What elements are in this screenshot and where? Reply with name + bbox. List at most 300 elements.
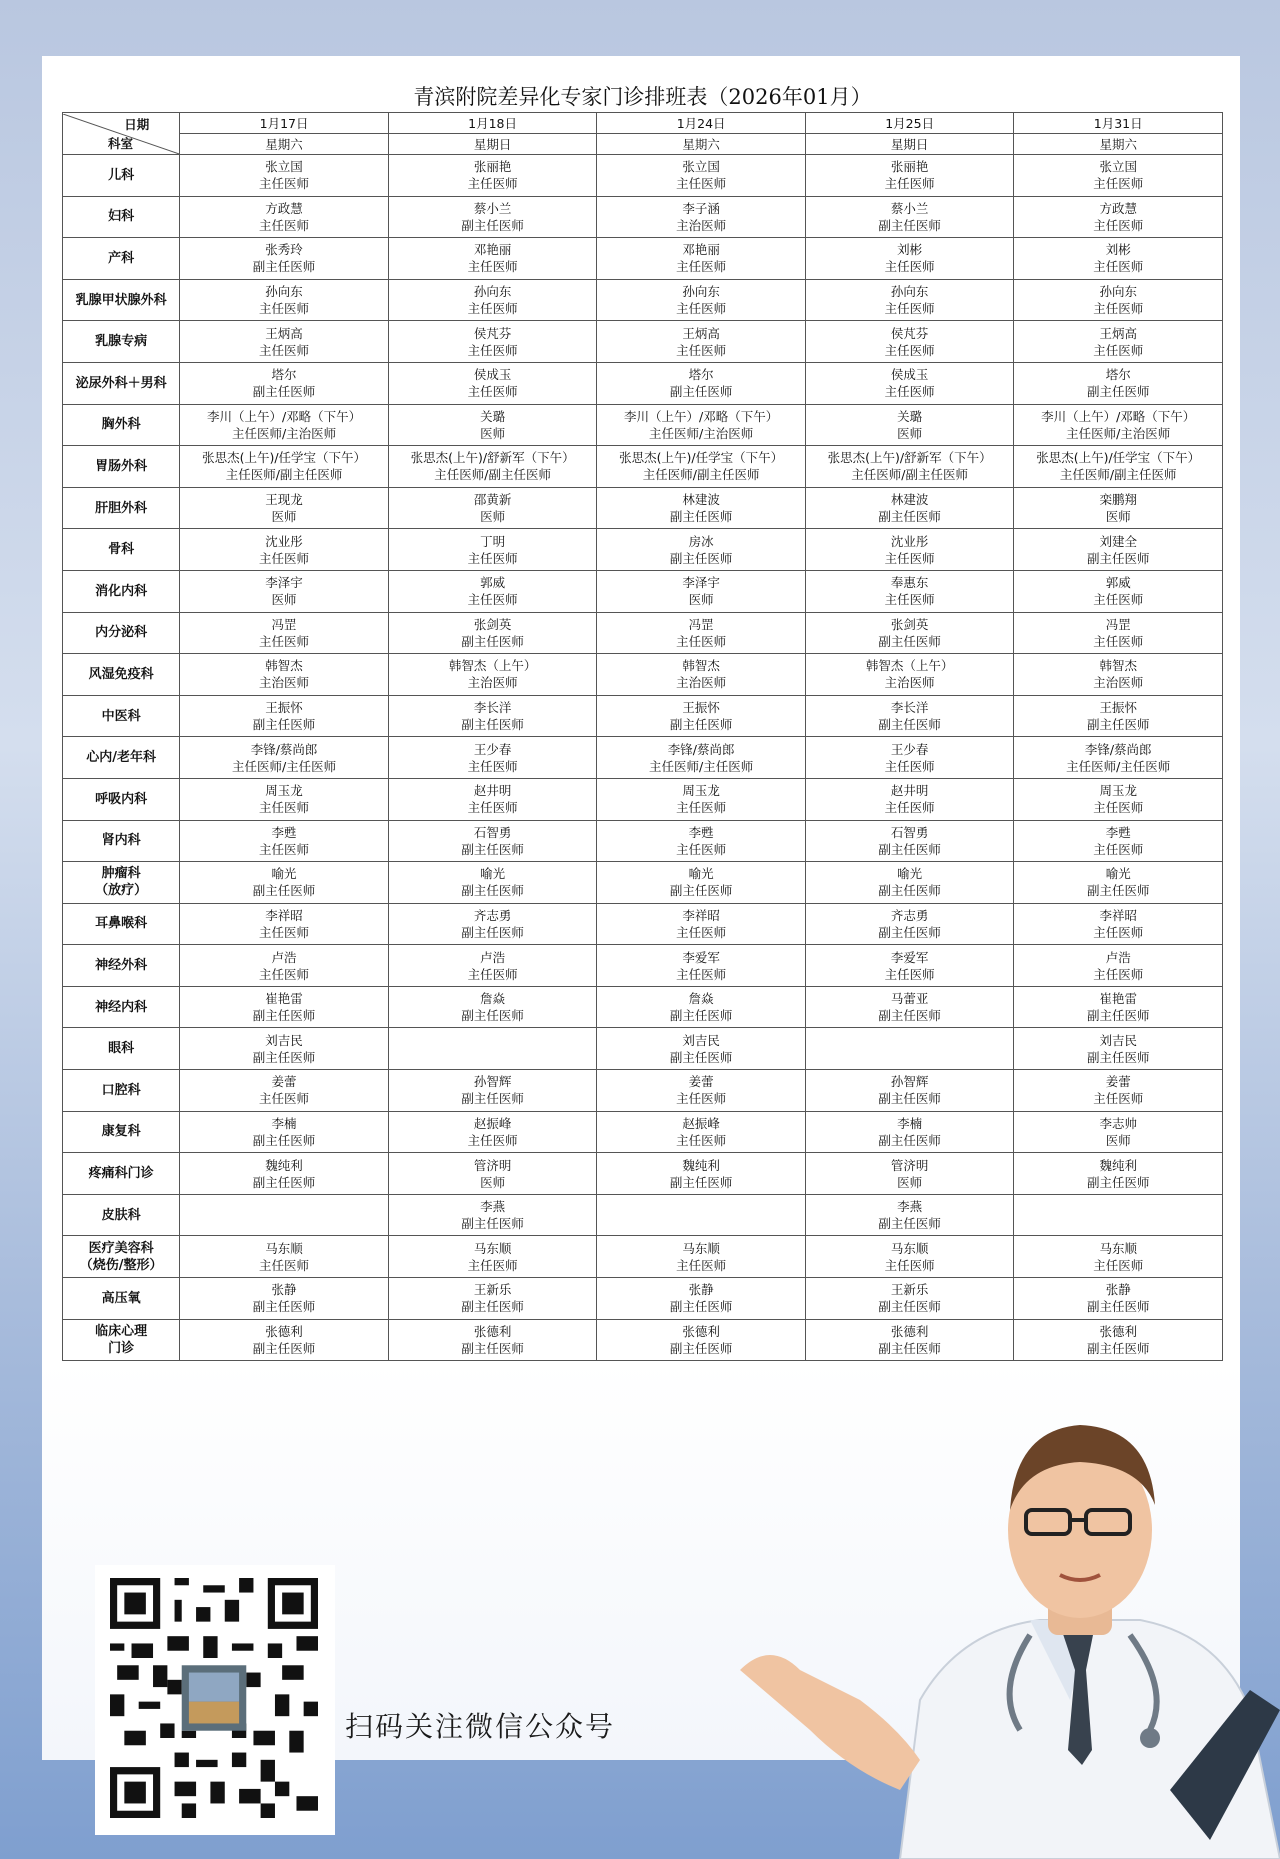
doctor-name: 李爱军 (890, 949, 929, 965)
doctor-title: 副主任医师 (461, 1091, 524, 1107)
doctor-title: 副主任医师 (669, 1299, 733, 1315)
schedule-cell (1014, 529, 1223, 571)
doctor-name: 王新乐 (473, 1282, 512, 1298)
schedule-cell (805, 362, 1014, 404)
doctor-name: 张秀玲 (265, 242, 303, 258)
doctor-name: 李楠 (271, 1115, 297, 1131)
doctor-title: 医师 (480, 425, 506, 441)
dept-label: （烧伤/整形） (79, 1257, 163, 1273)
dept-cell (63, 1236, 180, 1278)
doctor-title: 副主任医师 (669, 717, 733, 733)
doctor-name: 李锋/蔡尚郎 (1084, 741, 1152, 757)
schedule-cell (1014, 1236, 1223, 1278)
doctor-title: 副主任医师 (461, 717, 524, 733)
doctor-name: 栾鹏翔 (1099, 492, 1137, 508)
doctor-name: 姜蕾 (271, 1074, 297, 1090)
schedule-cell (180, 654, 389, 696)
doctor-name: 刘彬 (1105, 242, 1131, 258)
schedule-cell (805, 238, 1014, 280)
doctor-title: 主任医师 (1093, 800, 1144, 816)
doctor-name: 马东顺 (682, 1240, 720, 1256)
doctor-name: 喻光 (1105, 866, 1131, 882)
doctor-name: 马东顺 (265, 1240, 303, 1256)
doctor-name: 孙向东 (473, 284, 512, 300)
doctor-name: 张德利 (682, 1323, 720, 1339)
schedule-cell (388, 404, 597, 446)
schedule-cell (180, 404, 389, 446)
doctor-title: 主任医师 (259, 800, 310, 816)
doctor-title: 医师 (897, 425, 923, 441)
doctor-name: 张立国 (1099, 159, 1137, 175)
doctor-title: 主任医师 (676, 1257, 727, 1273)
schedule-cell (1014, 695, 1223, 737)
table-row (63, 1319, 1223, 1361)
doctor-name: 石智勇 (890, 824, 929, 840)
schedule-cell (805, 404, 1014, 446)
table-row (63, 903, 1223, 945)
schedule-cell (1014, 362, 1223, 404)
doctor-title: 主任医师 (676, 800, 727, 816)
schedule-cell (805, 155, 1014, 197)
date-header: 1月18日 (388, 113, 597, 134)
doctor-name: 王振怀 (1099, 700, 1137, 716)
dept-cell (63, 1111, 180, 1153)
doctor-title: 副主任医师 (252, 1132, 316, 1148)
doctor-name: 邓艳丽 (473, 242, 512, 258)
doctor-illustration (730, 1370, 1280, 1859)
table-row (63, 695, 1223, 737)
schedule-cell (180, 279, 389, 321)
schedule-cell (597, 778, 806, 820)
schedule-cell (388, 1153, 597, 1195)
doctor-title: 主治医师 (1093, 675, 1144, 691)
doctor-title: 副主任医师 (461, 1299, 524, 1315)
doctor-title: 主任医师 (676, 633, 727, 649)
dept-label: 中医科 (101, 708, 141, 724)
dept-cell (63, 1153, 180, 1195)
doctor-title: 主任医师/主治医师 (231, 425, 337, 441)
schedule-cell (597, 155, 806, 197)
table-row (63, 1111, 1223, 1153)
schedule-cell (180, 238, 389, 280)
doctor-title: 主治医师 (259, 675, 310, 691)
doctor-name: 张丽艳 (890, 159, 929, 175)
doctor-title: 副主任医师 (252, 717, 316, 733)
doctor-name: 侯成玉 (473, 367, 512, 383)
doctor-name: 詹焱 (480, 991, 506, 1007)
doctor-title: 医师 (688, 592, 714, 608)
doctor-name: 喻光 (897, 866, 923, 882)
table-row (63, 446, 1223, 488)
date-header: 1月25日 (805, 113, 1014, 134)
schedule-cell (597, 196, 806, 238)
doctor-title: 主治医师 (676, 217, 727, 233)
dept-cell (63, 1070, 180, 1112)
doctor-title: 主任医师 (259, 841, 310, 857)
doctor-name: 周玉龙 (1099, 783, 1137, 799)
doctor-title: 主任医师 (676, 342, 727, 358)
schedule-cell (388, 1111, 597, 1153)
doctor-title: 副主任医师 (878, 1091, 941, 1107)
doctor-name: 石智勇 (473, 824, 512, 840)
doctor-name: 孙向东 (890, 284, 929, 300)
doctor-name: 李甦 (1105, 824, 1131, 840)
doctor-title: 主任医师 (884, 966, 935, 982)
doctor-name: 刘建全 (1099, 533, 1137, 549)
schedule-cell (597, 903, 806, 945)
doctor-title: 副主任医师 (252, 1008, 316, 1024)
schedule-cell (597, 612, 806, 654)
doctor-name: 王现龙 (265, 492, 303, 508)
table-row (63, 487, 1223, 529)
doctor-title: 副主任医师 (461, 217, 524, 233)
doctor-name: 孙向东 (682, 284, 720, 300)
doctor-title: 副主任医师 (669, 384, 733, 400)
doctor-title: 主任医师 (884, 301, 935, 317)
schedule-cell (597, 1319, 806, 1361)
doctor-name: 方政慧 (265, 200, 303, 216)
doctor-title: 主任医师 (467, 1257, 518, 1273)
doctor-title: 主任医师/副主任医师 (225, 467, 343, 483)
doctor-name: 张剑英 (890, 616, 929, 632)
dept-label: 口腔科 (101, 1082, 141, 1098)
schedule-cell (388, 238, 597, 280)
doctor-title: 主任医师 (884, 800, 935, 816)
doctor-name: 王新乐 (890, 1282, 929, 1298)
doctor-title: 副主任医师 (252, 384, 316, 400)
table-row (63, 529, 1223, 571)
doctor-name: 张德利 (890, 1323, 929, 1339)
doctor-title: 主任医师 (259, 924, 310, 940)
schedule-cell (388, 820, 597, 862)
doctor-title: 主任医师 (467, 1132, 518, 1148)
doctor-name: 赵振峰 (682, 1115, 720, 1131)
schedule-cell (180, 820, 389, 862)
schedule-cell (388, 612, 597, 654)
schedule-cell (805, 529, 1014, 571)
doctor-name: 赵井明 (890, 783, 929, 799)
doctor-title: 副主任医师 (1086, 384, 1150, 400)
dept-label: 肿瘤科 (101, 866, 141, 882)
doctor-name: 关璐 (480, 408, 506, 424)
schedule-cell (805, 487, 1014, 529)
dept-cell (63, 362, 180, 404)
doctor-title: 副主任医师 (878, 1132, 941, 1148)
dept-cell (63, 612, 180, 654)
schedule-cell (597, 945, 806, 987)
doctor-title: 主任医师 (676, 176, 727, 192)
schedule-cell (1014, 321, 1223, 363)
doctor-name: 周玉龙 (682, 783, 720, 799)
doctor-name: 李子涵 (682, 200, 720, 216)
doctor-name: 魏纯利 (265, 1157, 303, 1173)
table-row (63, 1028, 1223, 1070)
doctor-name: 卢浩 (1105, 949, 1131, 965)
doctor-title: 副主任医师 (461, 1216, 524, 1232)
schedule-cell (180, 862, 389, 904)
schedule-cell (388, 155, 597, 197)
doctor-title: 主任医师 (467, 592, 518, 608)
doctor-name: 郭威 (1105, 575, 1131, 591)
doctor-title: 副主任医师 (1086, 717, 1150, 733)
doctor-name: 韩智杰 (1099, 658, 1137, 674)
schedule-cell (1014, 404, 1223, 446)
dept-cell (63, 1319, 180, 1361)
doctor-title: 主任医师 (884, 384, 935, 400)
dept-label: 乳腺专病 (95, 334, 148, 350)
doctor-name: 崔艳雷 (1099, 991, 1137, 1007)
schedule-cell (805, 279, 1014, 321)
weekday-header: 星期六 (1014, 134, 1223, 155)
date-header-row (63, 113, 1223, 134)
doctor-title: 副主任医师 (669, 883, 733, 899)
doctor-name: 李爱军 (682, 949, 720, 965)
dept-label: 医疗美容科 (88, 1240, 154, 1256)
doctor-title: 主任医师 (467, 176, 518, 192)
schedule-cell (805, 862, 1014, 904)
dept-label: 胃肠外科 (95, 458, 148, 474)
doctor-name: 马东顺 (1099, 1240, 1137, 1256)
doctor-title: 副主任医师 (669, 550, 733, 566)
doctor-name: 李川（上午）/邓略（下午） (1041, 408, 1196, 424)
page-title: 青滨附院差异化专家门诊排班表（2026年01月） (413, 85, 872, 109)
schedule-cell (805, 903, 1014, 945)
dept-cell (63, 446, 180, 488)
schedule-cell (597, 820, 806, 862)
doctor-title: 主任医师 (884, 342, 935, 358)
doctor-title: 主任医师 (676, 841, 727, 857)
weekday-header-row (63, 134, 1223, 155)
schedule-cell (180, 1194, 389, 1236)
doctor-name: 孙智辉 (890, 1074, 929, 1090)
doctor-title: 副主任医师 (878, 1299, 941, 1315)
doctor-name: 刘吉民 (1099, 1032, 1137, 1048)
schedule-cell (597, 737, 806, 779)
date-header: 1月24日 (597, 113, 806, 134)
doctor-name: 冯罡 (688, 616, 714, 632)
doctor-name: 王少春 (473, 741, 512, 757)
dept-cell (63, 238, 180, 280)
schedule-cell (805, 778, 1014, 820)
dept-label: 皮肤科 (101, 1207, 141, 1223)
qr-label: 扫码关注微信公众号 (345, 1710, 616, 1743)
doctor-title: 副主任医师 (669, 509, 733, 525)
schedule-cell (180, 1278, 389, 1320)
doctor-title: 主任医师 (1093, 592, 1144, 608)
doctor-name: 孙智辉 (473, 1074, 512, 1090)
schedule-cell (805, 612, 1014, 654)
doctor-name: 丁明 (480, 533, 506, 549)
doctor-name: 张思杰(上午)/任学宝（下午） (202, 450, 367, 466)
schedule-cell (805, 446, 1014, 488)
schedule-cell (805, 1153, 1014, 1195)
doctor-title: 主任医师 (1093, 966, 1144, 982)
doctor-title: 主任医师 (676, 301, 727, 317)
schedule-cell (597, 1070, 806, 1112)
dept-cell (63, 279, 180, 321)
doctor-name: 马东顺 (890, 1240, 929, 1256)
doctor-title: 副主任医师 (252, 1340, 316, 1356)
doctor-name: 冯罡 (1105, 616, 1131, 632)
doctor-name: 李志帅 (1099, 1115, 1137, 1131)
schedule-cell (388, 1194, 597, 1236)
doctor-name: 李锋/蔡尚郎 (667, 741, 735, 757)
doctor-name: 张立国 (265, 159, 303, 175)
dept-label: 肾内科 (101, 833, 141, 849)
doctor-title: 医师 (1105, 1132, 1131, 1148)
schedule-cell (388, 778, 597, 820)
dept-label: 心内/老年科 (86, 750, 157, 766)
doctor-name: 王振怀 (682, 700, 720, 716)
table-row (63, 362, 1223, 404)
doctor-name: 李祥昭 (265, 907, 303, 923)
schedule-cell (1014, 487, 1223, 529)
schedule-cell (180, 155, 389, 197)
schedule-cell (180, 945, 389, 987)
schedule-cell (388, 279, 597, 321)
doctor-title: 主任医师 (259, 966, 310, 982)
table-row (63, 986, 1223, 1028)
doctor-title: 主任医师/副主任医师 (851, 467, 969, 483)
doctor-name: 马蕾亚 (890, 991, 929, 1007)
dept-label: 临床心理 (95, 1323, 148, 1339)
table-row (63, 238, 1223, 280)
schedule-cell (597, 1236, 806, 1278)
doctor-title: 主任医师 (676, 966, 727, 982)
table-row (63, 1194, 1223, 1236)
doctor-name: 喻光 (480, 866, 506, 882)
doctor-title: 主任医师 (1093, 259, 1144, 275)
dept-label: 风湿免疫科 (88, 666, 154, 682)
doctor-title: 主任医师 (259, 301, 310, 317)
schedule-cell (180, 321, 389, 363)
dept-cell (63, 404, 180, 446)
doctor-name: 张思杰(上午)/任学宝（下午） (1036, 450, 1201, 466)
doctor-name: 冯罡 (271, 616, 297, 632)
schedule-cell (388, 446, 597, 488)
doctor-title: 副主任医师 (878, 924, 941, 940)
schedule-cell (388, 487, 597, 529)
schedule-cell (1014, 737, 1223, 779)
doctor-name: 张丽艳 (473, 159, 512, 175)
date-header: 1月31日 (1014, 113, 1223, 134)
schedule-cell (597, 487, 806, 529)
schedule-cell (180, 903, 389, 945)
schedule-cell (1014, 986, 1223, 1028)
doctor-name: 喻光 (271, 866, 297, 882)
dept-label: 门诊 (108, 1340, 135, 1356)
dept-label: 胸外科 (101, 417, 141, 433)
doctor-name: 李泽宇 (682, 575, 720, 591)
doctor-title: 副主任医师 (669, 1340, 733, 1356)
schedule-cell (805, 1319, 1014, 1361)
doctor-title: 主任医师 (884, 1257, 935, 1273)
table-row (63, 1153, 1223, 1195)
doctor-title: 主任医师 (259, 1091, 310, 1107)
doctor-title: 副主任医师 (461, 1008, 524, 1024)
doctor-title: 主任医师 (259, 342, 310, 358)
doctor-title: 主治医师 (676, 675, 727, 691)
doctor-title: 主任医师 (1093, 924, 1144, 940)
schedule-cell (597, 1028, 806, 1070)
doctor-title: 主任医师/副主任医师 (434, 467, 551, 483)
doctor-title: 副主任医师 (1086, 1174, 1150, 1190)
doctor-title: 副主任医师 (1086, 883, 1150, 899)
schedule-cell (597, 570, 806, 612)
doctor-name: 张立国 (682, 159, 720, 175)
weekday-header: 星期六 (180, 134, 389, 155)
doctor-title: 医师 (480, 1174, 506, 1190)
dept-label: 疼痛科门诊 (88, 1166, 154, 1182)
table-row (63, 862, 1223, 904)
doctor-title: 主任医师 (259, 633, 310, 649)
schedule-cell (597, 321, 806, 363)
doctor-name: 韩智杰（上午） (865, 658, 954, 674)
schedule-cell (388, 737, 597, 779)
doctor-name: 侯成玉 (890, 367, 929, 383)
dept-cell (63, 529, 180, 571)
doctor-title: 副主任医师 (669, 1049, 733, 1065)
schedule-cell (597, 695, 806, 737)
doctor-name: 张思杰(上午)/舒新军（下午） (410, 450, 575, 466)
doctor-name: 李祥昭 (682, 907, 720, 923)
schedule-cell (180, 1028, 389, 1070)
doctor-title: 副主任医师 (461, 883, 524, 899)
doctor-name: 方政慧 (1099, 200, 1137, 216)
doctor-title: 副主任医师 (1086, 1049, 1150, 1065)
schedule-cell (388, 1070, 597, 1112)
schedule-cell (805, 1070, 1014, 1112)
schedule-cell (388, 1278, 597, 1320)
schedule-cell (1014, 862, 1223, 904)
doctor-name: 李川（上午）/邓略（下午） (206, 408, 362, 424)
dept-cell (63, 570, 180, 612)
doctor-title: 副主任医师 (252, 1299, 316, 1315)
schedule-cell (180, 446, 389, 488)
schedule-table (62, 112, 1223, 1361)
doctor-name: 蔡小兰 (473, 200, 512, 216)
dept-cell (63, 737, 180, 779)
schedule-cell (805, 820, 1014, 862)
doctor-name: 崔艳雷 (265, 991, 303, 1007)
dept-label: 肝胆外科 (95, 500, 148, 516)
doctor-name: 姜蕾 (688, 1074, 714, 1090)
schedule-cell (597, 986, 806, 1028)
doctor-title: 主任医师 (884, 592, 935, 608)
dept-label: 眼科 (108, 1041, 135, 1057)
doctor-name: 张德利 (265, 1323, 303, 1339)
dept-cell (63, 1028, 180, 1070)
schedule-cell (1014, 196, 1223, 238)
doctor-name: 郭威 (480, 575, 506, 591)
doctor-name: 沈业彤 (890, 533, 929, 549)
dept-cell (63, 321, 180, 363)
schedule-cell (597, 404, 806, 446)
dept-cell (63, 862, 180, 904)
doctor-title: 主任医师/主任医师 (649, 758, 754, 774)
doctor-name: 李泽宇 (265, 575, 303, 591)
doctor-title: 主任医师/主任医师 (231, 758, 337, 774)
schedule-cell (388, 986, 597, 1028)
doctor-title: 副主任医师 (878, 509, 941, 525)
dept-cell (63, 1278, 180, 1320)
doctor-title: 副主任医师 (461, 924, 524, 940)
schedule-cell (388, 862, 597, 904)
dept-label: 骨科 (108, 542, 135, 558)
doctor-title: 主任医师 (1093, 1257, 1144, 1273)
doctor-name: 韩智杰 (265, 658, 303, 674)
dept-cell (63, 903, 180, 945)
